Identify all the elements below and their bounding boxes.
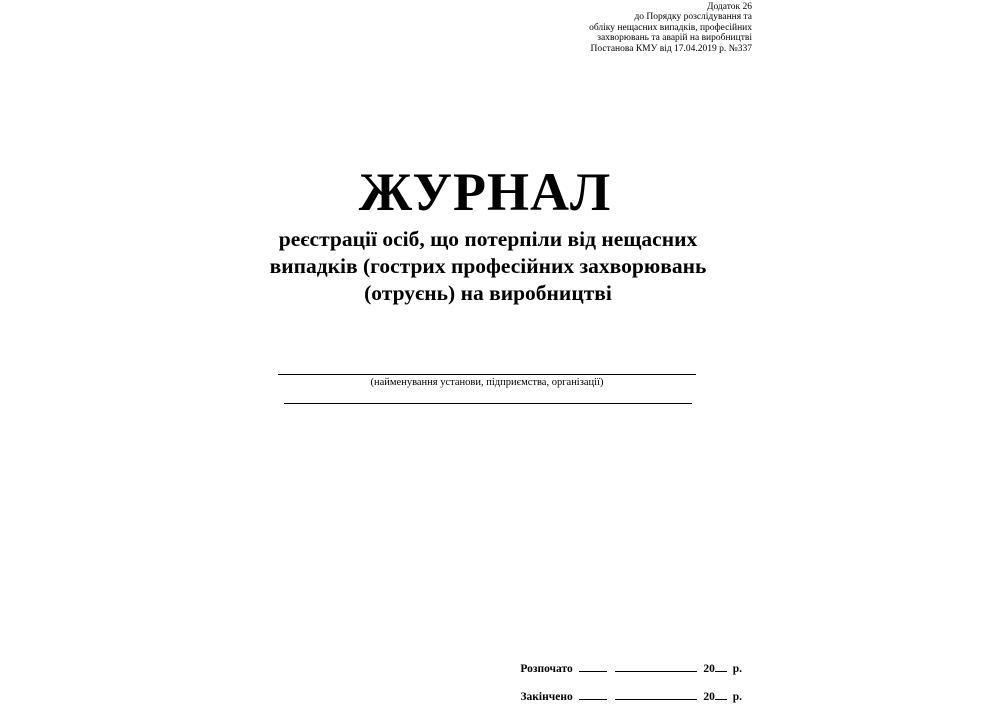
appendix-line: Додаток 26 [706,2,752,12]
started-date-row [520,661,742,676]
subtitle-line: (отруєнь) на виробництві [364,281,612,305]
appendix-line: до Порядку розслідування та [634,12,752,23]
journal-subtitle [0,226,976,307]
subtitle-line: випадків (гострих професійних захворювань [269,254,707,278]
finished-year-prefix: 20 [703,691,715,703]
started-year-suffix: р. [732,663,742,675]
finished-year-blank [715,689,727,700]
finished-day-blank [579,689,607,700]
journal-title: ЖУРНАЛ [358,162,612,222]
started-month-blank [615,661,697,672]
appendix-line: Постанова КМУ від 17.04.2019 р. №337 [590,43,752,54]
organization-name-line-2 [284,403,692,404]
started-label: Розпочато [520,663,573,675]
finished-month-blank [615,689,697,700]
appendix-line: обліку нещасних випадків, професійних [589,22,752,33]
finished-date-row [520,689,742,704]
subtitle-line: реєстрації осіб, що потерпіли від нещасних [278,227,698,251]
finished-year-suffix: р. [732,691,742,703]
organization-caption: (найменування установи, підприємства, організації) [370,377,604,388]
appendix-line: захворювань та аварій на виробництві [597,33,752,44]
started-day-blank [579,661,607,672]
organization-name-line [278,374,696,375]
started-year-blank [715,661,727,672]
started-year-prefix: 20 [703,663,715,675]
finished-label: Закінчено [520,691,573,703]
appendix-note [540,2,752,54]
